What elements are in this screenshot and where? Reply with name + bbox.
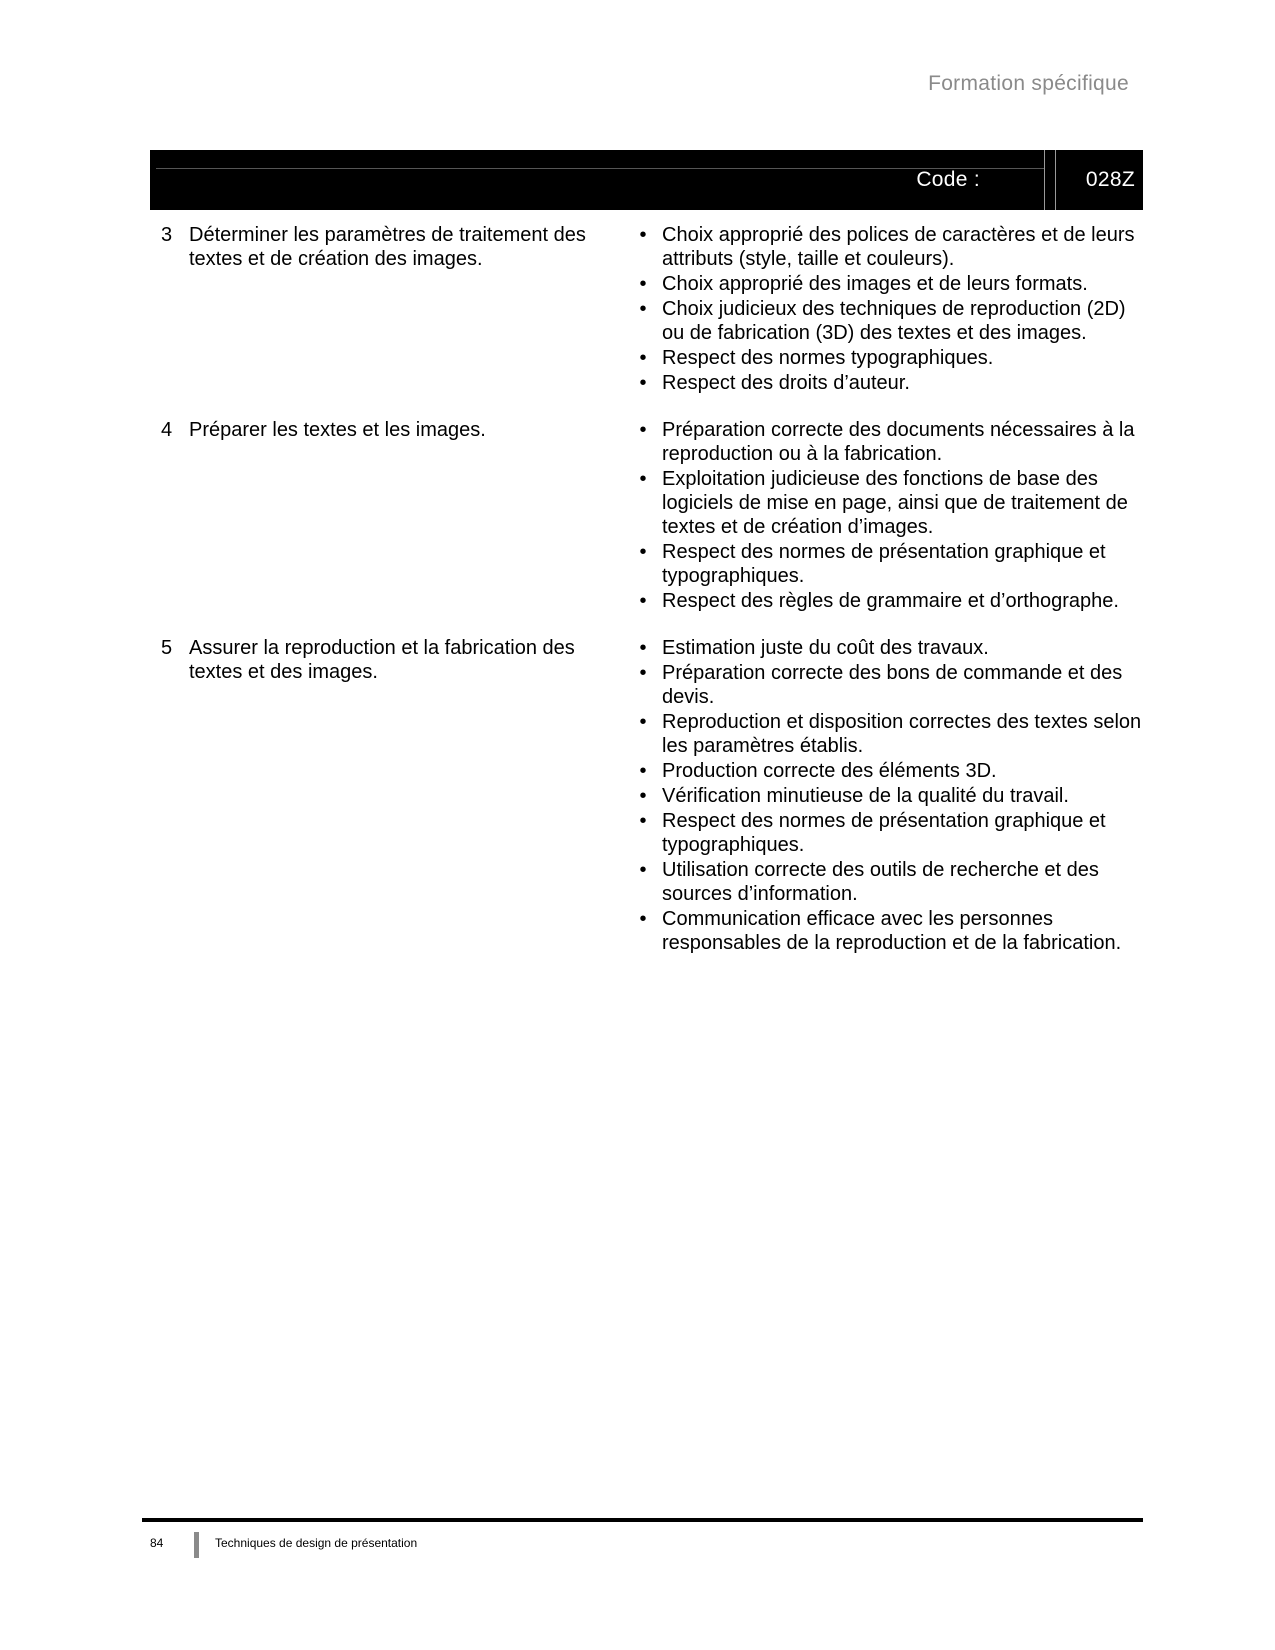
element-number: 4 bbox=[161, 419, 173, 441]
list-item bbox=[636, 636, 1143, 660]
code-value: 028Z bbox=[1085, 168, 1135, 191]
page-number: 84 bbox=[150, 1536, 164, 1550]
bullet-icon: • bbox=[639, 711, 647, 733]
criterion-text: Respect des normes de présentation graphique et typographiques. bbox=[662, 810, 1106, 856]
criteria-cell bbox=[640, 223, 1143, 396]
criterion-text: Respect des normes de présentation graphique et typographiques. bbox=[662, 541, 1106, 587]
bullet-icon: • bbox=[639, 590, 647, 612]
bullet-icon: • bbox=[639, 810, 647, 832]
list-item bbox=[636, 759, 1143, 783]
criterion-text: Reproduction et disposition correctes des textes selon les paramètres établis. bbox=[662, 711, 1142, 757]
bullet-icon: • bbox=[639, 541, 647, 563]
bullet-icon: • bbox=[639, 224, 647, 246]
list-item bbox=[636, 661, 1143, 709]
list-item bbox=[636, 710, 1143, 758]
table-row bbox=[150, 418, 1143, 614]
criterion-text: Communication efficace avec les personnes responsables de la reproduction et de la fabrication. bbox=[662, 908, 1122, 954]
list-item bbox=[636, 223, 1143, 271]
criterion-text: Utilisation correcte des outils de recherche et des sources d’information. bbox=[662, 859, 1099, 905]
bullet-icon: • bbox=[639, 273, 647, 295]
element-number: 3 bbox=[161, 224, 173, 246]
bullet-icon: • bbox=[639, 662, 647, 684]
table-row bbox=[150, 636, 1143, 956]
code-divider bbox=[1044, 150, 1056, 210]
criteria-list bbox=[636, 223, 1143, 395]
footer-title: Techniques de design de présentation bbox=[215, 1536, 418, 1550]
criteria-list bbox=[636, 636, 1143, 955]
bullet-icon: • bbox=[639, 908, 647, 930]
bullet-icon: • bbox=[639, 298, 647, 320]
criterion-text: Vérification minutieuse de la qualité du travail. bbox=[662, 785, 1069, 807]
running-head: Formation spécifique bbox=[928, 72, 1129, 95]
criterion-text: Choix approprié des polices de caractères et de leurs attributs (style, taille et couleurs). bbox=[662, 224, 1135, 270]
element-statement: Préparer les textes et les images. bbox=[189, 419, 486, 441]
element-cell bbox=[150, 223, 640, 396]
criterion-text: Respect des règles de grammaire et d’orthographe. bbox=[662, 590, 1119, 612]
criterion-text: Production correcte des éléments 3D. bbox=[662, 760, 997, 782]
criteria-list bbox=[636, 418, 1143, 613]
element-statement: Déterminer les paramètres de traitement des textes et de création des images. bbox=[189, 224, 586, 270]
bullet-icon: • bbox=[639, 637, 647, 659]
element-statement: Assurer la reproduction et la fabrication des textes et des images. bbox=[189, 637, 575, 683]
element-cell bbox=[150, 636, 640, 956]
list-item bbox=[636, 297, 1143, 345]
bullet-icon: • bbox=[639, 760, 647, 782]
criterion-text: Choix approprié des images et de leurs formats. bbox=[662, 273, 1088, 295]
bullet-icon: • bbox=[639, 347, 647, 369]
list-item bbox=[636, 809, 1143, 857]
bullet-icon: • bbox=[639, 859, 647, 881]
footer-divider bbox=[194, 1532, 199, 1558]
criterion-text: Préparation correcte des documents nécessaires à la reproduction ou à la fabrication. bbox=[662, 419, 1135, 465]
footer-rule bbox=[142, 1518, 1143, 1522]
list-item bbox=[636, 540, 1143, 588]
bullet-icon: • bbox=[639, 419, 647, 441]
bullet-icon: • bbox=[639, 785, 647, 807]
code-bar-rule bbox=[156, 168, 1044, 169]
table-row bbox=[150, 223, 1143, 396]
list-item bbox=[636, 858, 1143, 906]
criterion-text: Préparation correcte des bons de commande et des devis. bbox=[662, 662, 1123, 708]
criterion-text: Estimation juste du coût des travaux. bbox=[662, 637, 989, 659]
criterion-text: Respect des droits d’auteur. bbox=[662, 372, 910, 394]
list-item bbox=[636, 371, 1143, 395]
bullet-icon: • bbox=[639, 468, 647, 490]
bullet-icon: • bbox=[639, 372, 647, 394]
criterion-text: Choix judicieux des techniques de reproduction (2D) ou de fabrication (3D) des textes et des images. bbox=[662, 298, 1126, 344]
code-label: Code : bbox=[916, 168, 980, 191]
code-bar bbox=[150, 150, 1143, 210]
list-item bbox=[636, 467, 1143, 539]
element-cell bbox=[150, 418, 640, 614]
criterion-text: Exploitation judicieuse des fonctions de base des logiciels de mise en page, ainsi que de traitement de textes et de création d’images. bbox=[662, 468, 1128, 538]
criterion-text: Respect des normes typographiques. bbox=[662, 347, 994, 369]
list-item bbox=[636, 418, 1143, 466]
list-item bbox=[636, 272, 1143, 296]
element-number: 5 bbox=[161, 637, 173, 659]
criteria-table bbox=[150, 223, 1143, 978]
list-item bbox=[636, 589, 1143, 613]
list-item bbox=[636, 907, 1143, 955]
list-item bbox=[636, 346, 1143, 370]
criteria-cell bbox=[640, 418, 1143, 614]
criteria-cell bbox=[640, 636, 1143, 956]
list-item bbox=[636, 784, 1143, 808]
